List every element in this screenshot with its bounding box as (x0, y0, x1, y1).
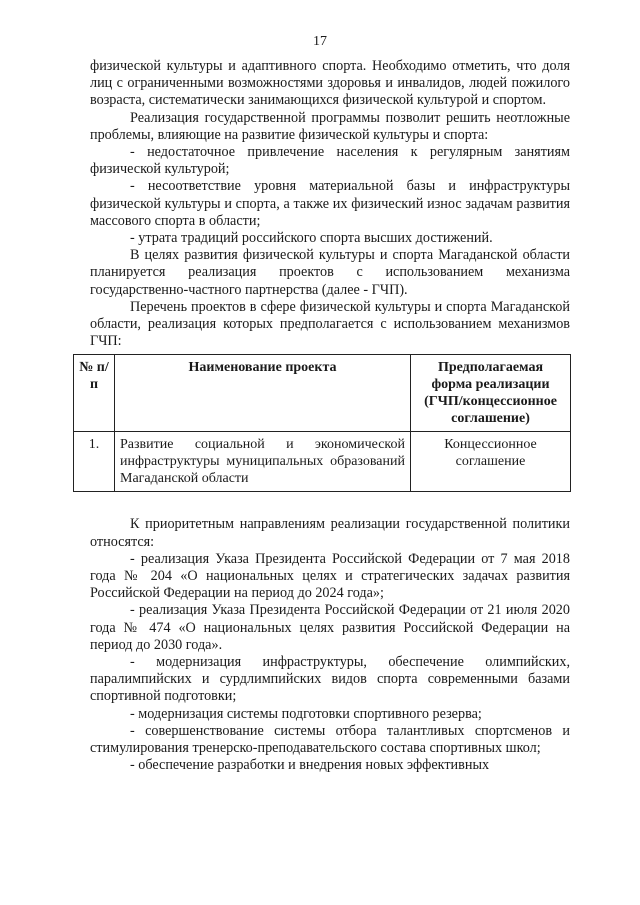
table-cell-number: 1. (74, 432, 115, 492)
table-header-row (74, 355, 571, 432)
list-item: - модернизация инфраструктуры, обеспечение олимпийских, паралимпийских и сурдлимпийских видов спорта современными базами спортивной подготовки; (90, 654, 570, 705)
page-number: 17 (313, 34, 327, 49)
list-item: - реализация Указа Президента Российской Федерации от 21 июля 2020 года № 474 «О национальных целях развития Российской Федерации на период до 2030 года». (90, 602, 570, 653)
column-header-project-name: Наименование проекта (115, 355, 411, 432)
list-item: - недостаточное привлечение населения к регулярным занятиям физической культурой; (90, 144, 570, 178)
document-body (79, 58, 570, 775)
paragraph: Перечень проектов в сфере физической культуры и спорта Магаданской области, реализация которых предполагается с использованием механизмов ГЧП: (90, 298, 570, 350)
list-item: - обеспечение разработки и внедрения новых эффективных (130, 757, 490, 774)
paragraph: В целях развития физической культуры и спорта Магаданской области планируется реализация проектов с использованием механизма государственно-частного партнерства (далее - ГЧП). (90, 247, 570, 298)
table-row (74, 432, 571, 492)
paragraph: К приоритетным направлениям реализации государственной политики относятся: (90, 516, 570, 550)
list-item: - модернизация системы подготовки спортивного резерва; (130, 705, 482, 722)
gchp-projects-table (73, 354, 571, 492)
list-item: - совершенствование системы отбора талантливых спортсменов и стимулирования тренерско-преподавательского состава спортивных школ; (90, 722, 570, 757)
paragraph: Реализация государственной программы позволит решить неотложные проблемы, влияющие на развитие физической культуры и спорта: (90, 109, 570, 143)
list-item: - утрата традиций российского спорта высших достижений. (130, 230, 493, 247)
table-cell-form: Концессионное соглашение (411, 432, 571, 492)
list-item: - реализация Указа Президента Российской Федерации от 7 мая 2018 года № 204 «О национальных целях и стратегических задачах развития Российской Федерации на период до 2024 года»; (90, 550, 570, 602)
table-cell-project-name: Развитие социальной и экономической инфраструктуры муниципальных образований Магаданской области (115, 432, 411, 492)
paragraph: физической культуры и адаптивного спорта. Необходимо отметить, что доля лиц с ограниченными возможностями здоровья и инвалидов, людей пожилого возраста, систематически занимающихся физической культурой и спортом. (90, 58, 570, 109)
list-item: - несоответствие уровня материальной базы и инфраструктуры физической культуры и спорта, а также их физический износ задачам развития массового спорта в области; (90, 178, 570, 229)
column-header-form: Предполагаемая форма реализации (ГЧП/концессионное соглашение) (411, 355, 571, 432)
column-header-number: № п/п (74, 355, 115, 432)
